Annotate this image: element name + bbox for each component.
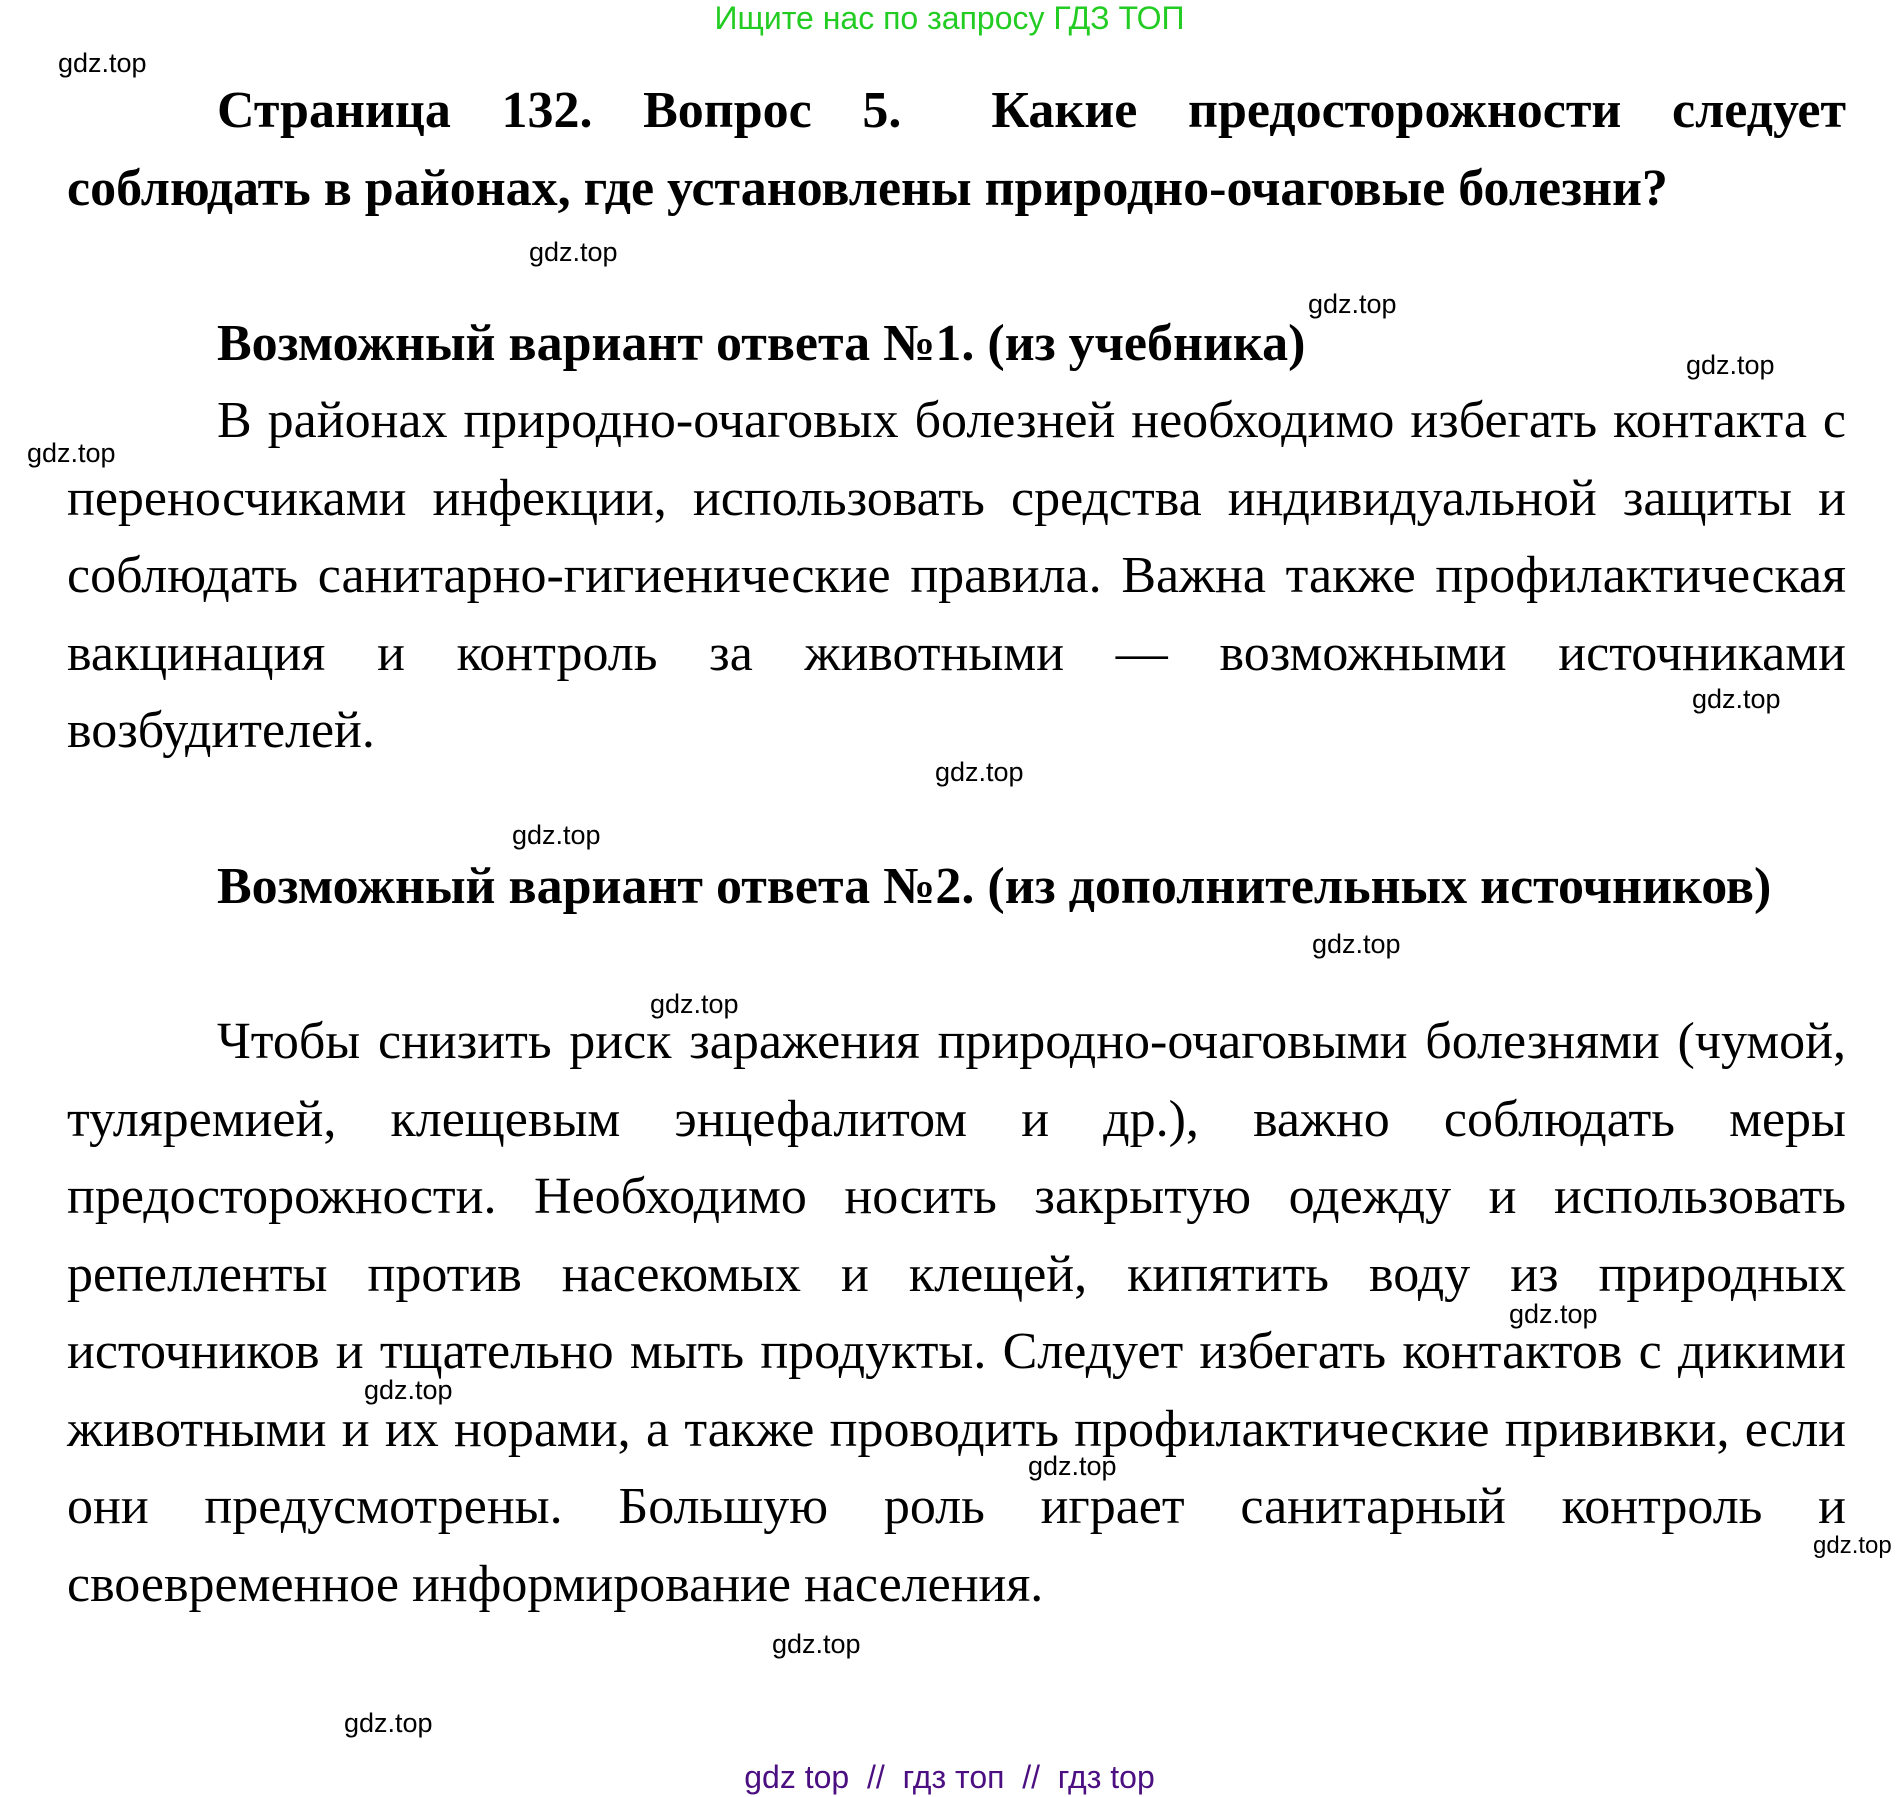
watermark: gdz.top: [1308, 289, 1397, 319]
footer-links: gdz top // гдз топ // гдз top: [744, 1759, 1155, 1795]
search-banner: Ищите нас по запросу ГДЗ ТОП: [714, 0, 1185, 36]
watermark: gdz.top: [58, 48, 147, 78]
watermark: gdz.top: [512, 820, 601, 850]
watermark: gdz.top: [344, 1708, 433, 1738]
watermark: gdz.top: [772, 1629, 861, 1659]
watermark: gdz.top: [1686, 350, 1775, 380]
watermark: gdz.top: [1692, 684, 1781, 714]
watermark: gdz.top: [1509, 1299, 1598, 1329]
question-label: Страница 132. Вопрос 5.: [217, 82, 902, 139]
watermark: gdz.top: [1813, 1532, 1892, 1559]
watermark: gdz.top: [935, 757, 1024, 787]
watermark: gdz.top: [529, 237, 618, 267]
question-text: Какие предосторожности следует соблюдать в районах, где установлены природно-очаговые болезни?: [67, 82, 1846, 217]
answer1-text: В районах природно-очаговых болезней необходимо избегать контакта с переносчиками инфекции, использовать средства индивидуальной защиты и соблюдать санитарно-гигиенические правила. Важна также профилактическая вакцинация и контроль за животными — возможными источниками возбудителей.: [67, 392, 1846, 759]
answer2-text: Чтобы снизить риск заражения природно-очаговыми болезнями (чумой, туляремией, клещевым энцефалитом и др.), важно соблюдать меры предосторожности. Необходимо носить закрытую одежду и использовать репелленты против насекомых и клещей, кипятить воду из природных источников и тщательно мыть продукты. Следует избегать контактов с дикими животными и их норами, а также проводить профилактические прививки, если они предусмотрены. Большую роль играет санитарный контроль и своевременное информирование населения.: [67, 1013, 1846, 1613]
watermark: gdz.top: [1028, 1451, 1117, 1481]
answer2-heading: Возможный вариант ответа №2. (из дополнительных источников): [217, 858, 1772, 915]
watermark: gdz.top: [364, 1375, 453, 1405]
watermark: gdz.top: [650, 989, 739, 1019]
watermark: gdz.top: [1312, 929, 1401, 959]
answer1-heading: Возможный вариант ответа №1. (из учебника): [217, 315, 1306, 372]
watermark: gdz.top: [27, 438, 116, 468]
question-block: [67, 72, 1846, 227]
